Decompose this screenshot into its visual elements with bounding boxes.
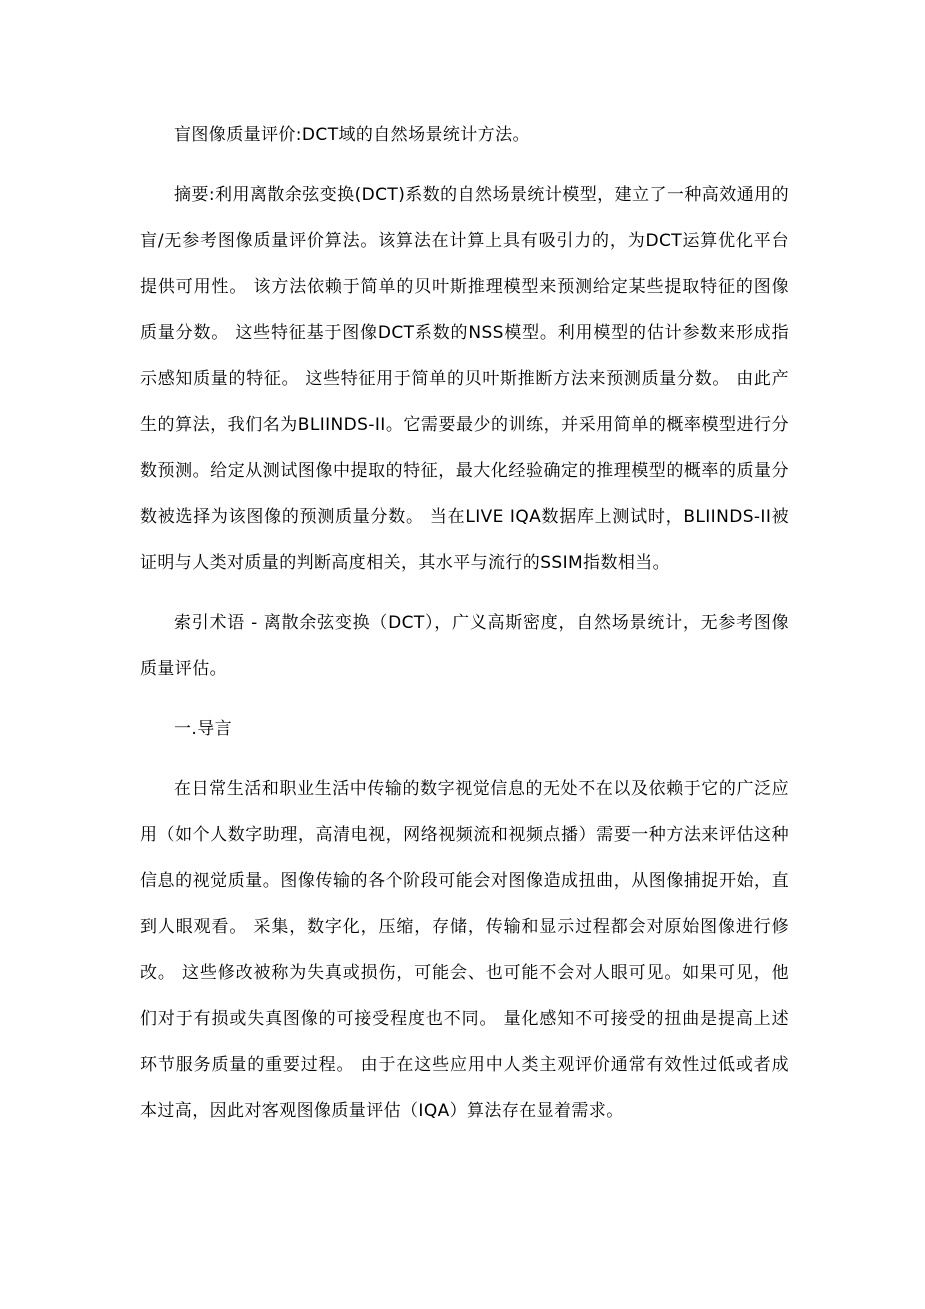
document-title: 盲图像质量评价:DCT域的自然场景统计方法。 [174, 125, 530, 145]
index-terms-paragraph: 索引术语 - 离散余弦变换（DCT），广义高斯密度，自然场景统计，无参考图像质量评估。 [140, 613, 789, 679]
abstract-paragraph: 摘要:利用离散余弦变换(DCT)系数的自然场景统计模型，建立了一种高效通用的盲/无参考图像质量评价算法。该算法在计算上具有吸引力的，为DCT运算优化平台提供可用性。 该方法依赖于简单的贝叶斯推理模型来预测给定某些提取特征的图像质量分数。 这些特征基于图像DCT系数的NSS模型。利用模型的估计参数来形成指示感知质量的特征。 这些特征用于简单的贝叶斯推断方法来预测质量分数。 由此产生的算法，我们名为BLIINDS-II。它需要最少的训练，并采用简单的概率模型进行分数预测。给定从测试图像中提取的特征，最大化经验确定的推理模型的概率的质量分数被选择为该图像的预测质量分数。 当在LIVE IQA数据库上测试时，BLIINDS-II被证明与人类对质量的判断高度相关，其水平与流行的SSIM指数相当。 [140, 185, 789, 573]
section-heading-introduction: 一.导言 [174, 719, 233, 739]
introduction-paragraph: 在日常生活和职业生活中传输的数字视觉信息的无处不在以及依赖于它的广泛应用（如个人数字助理，高清电视，网络视频流和视频点播）需要一种方法来评估这种信息的视觉质量。图像传输的各个阶段可能会对图像造成扭曲，从图像捕捉开始，直到人眼观看。 采集，数字化，压缩，存储，传输和显示过程都会对原始图像进行修改。 这些修改被称为失真或损伤，可能会、也可能不会对人眼可见。如果可见，他们对于有损或失真图像的可接受程度也不同。 量化感知不可接受的扭曲是提高上述环节服务质量的重要过程。 由于在这些应用中人类主观评价通常有效性过低或者成本过高，因此对客观图像质量评估（IQA）算法存在显着需求。 [140, 779, 789, 1121]
